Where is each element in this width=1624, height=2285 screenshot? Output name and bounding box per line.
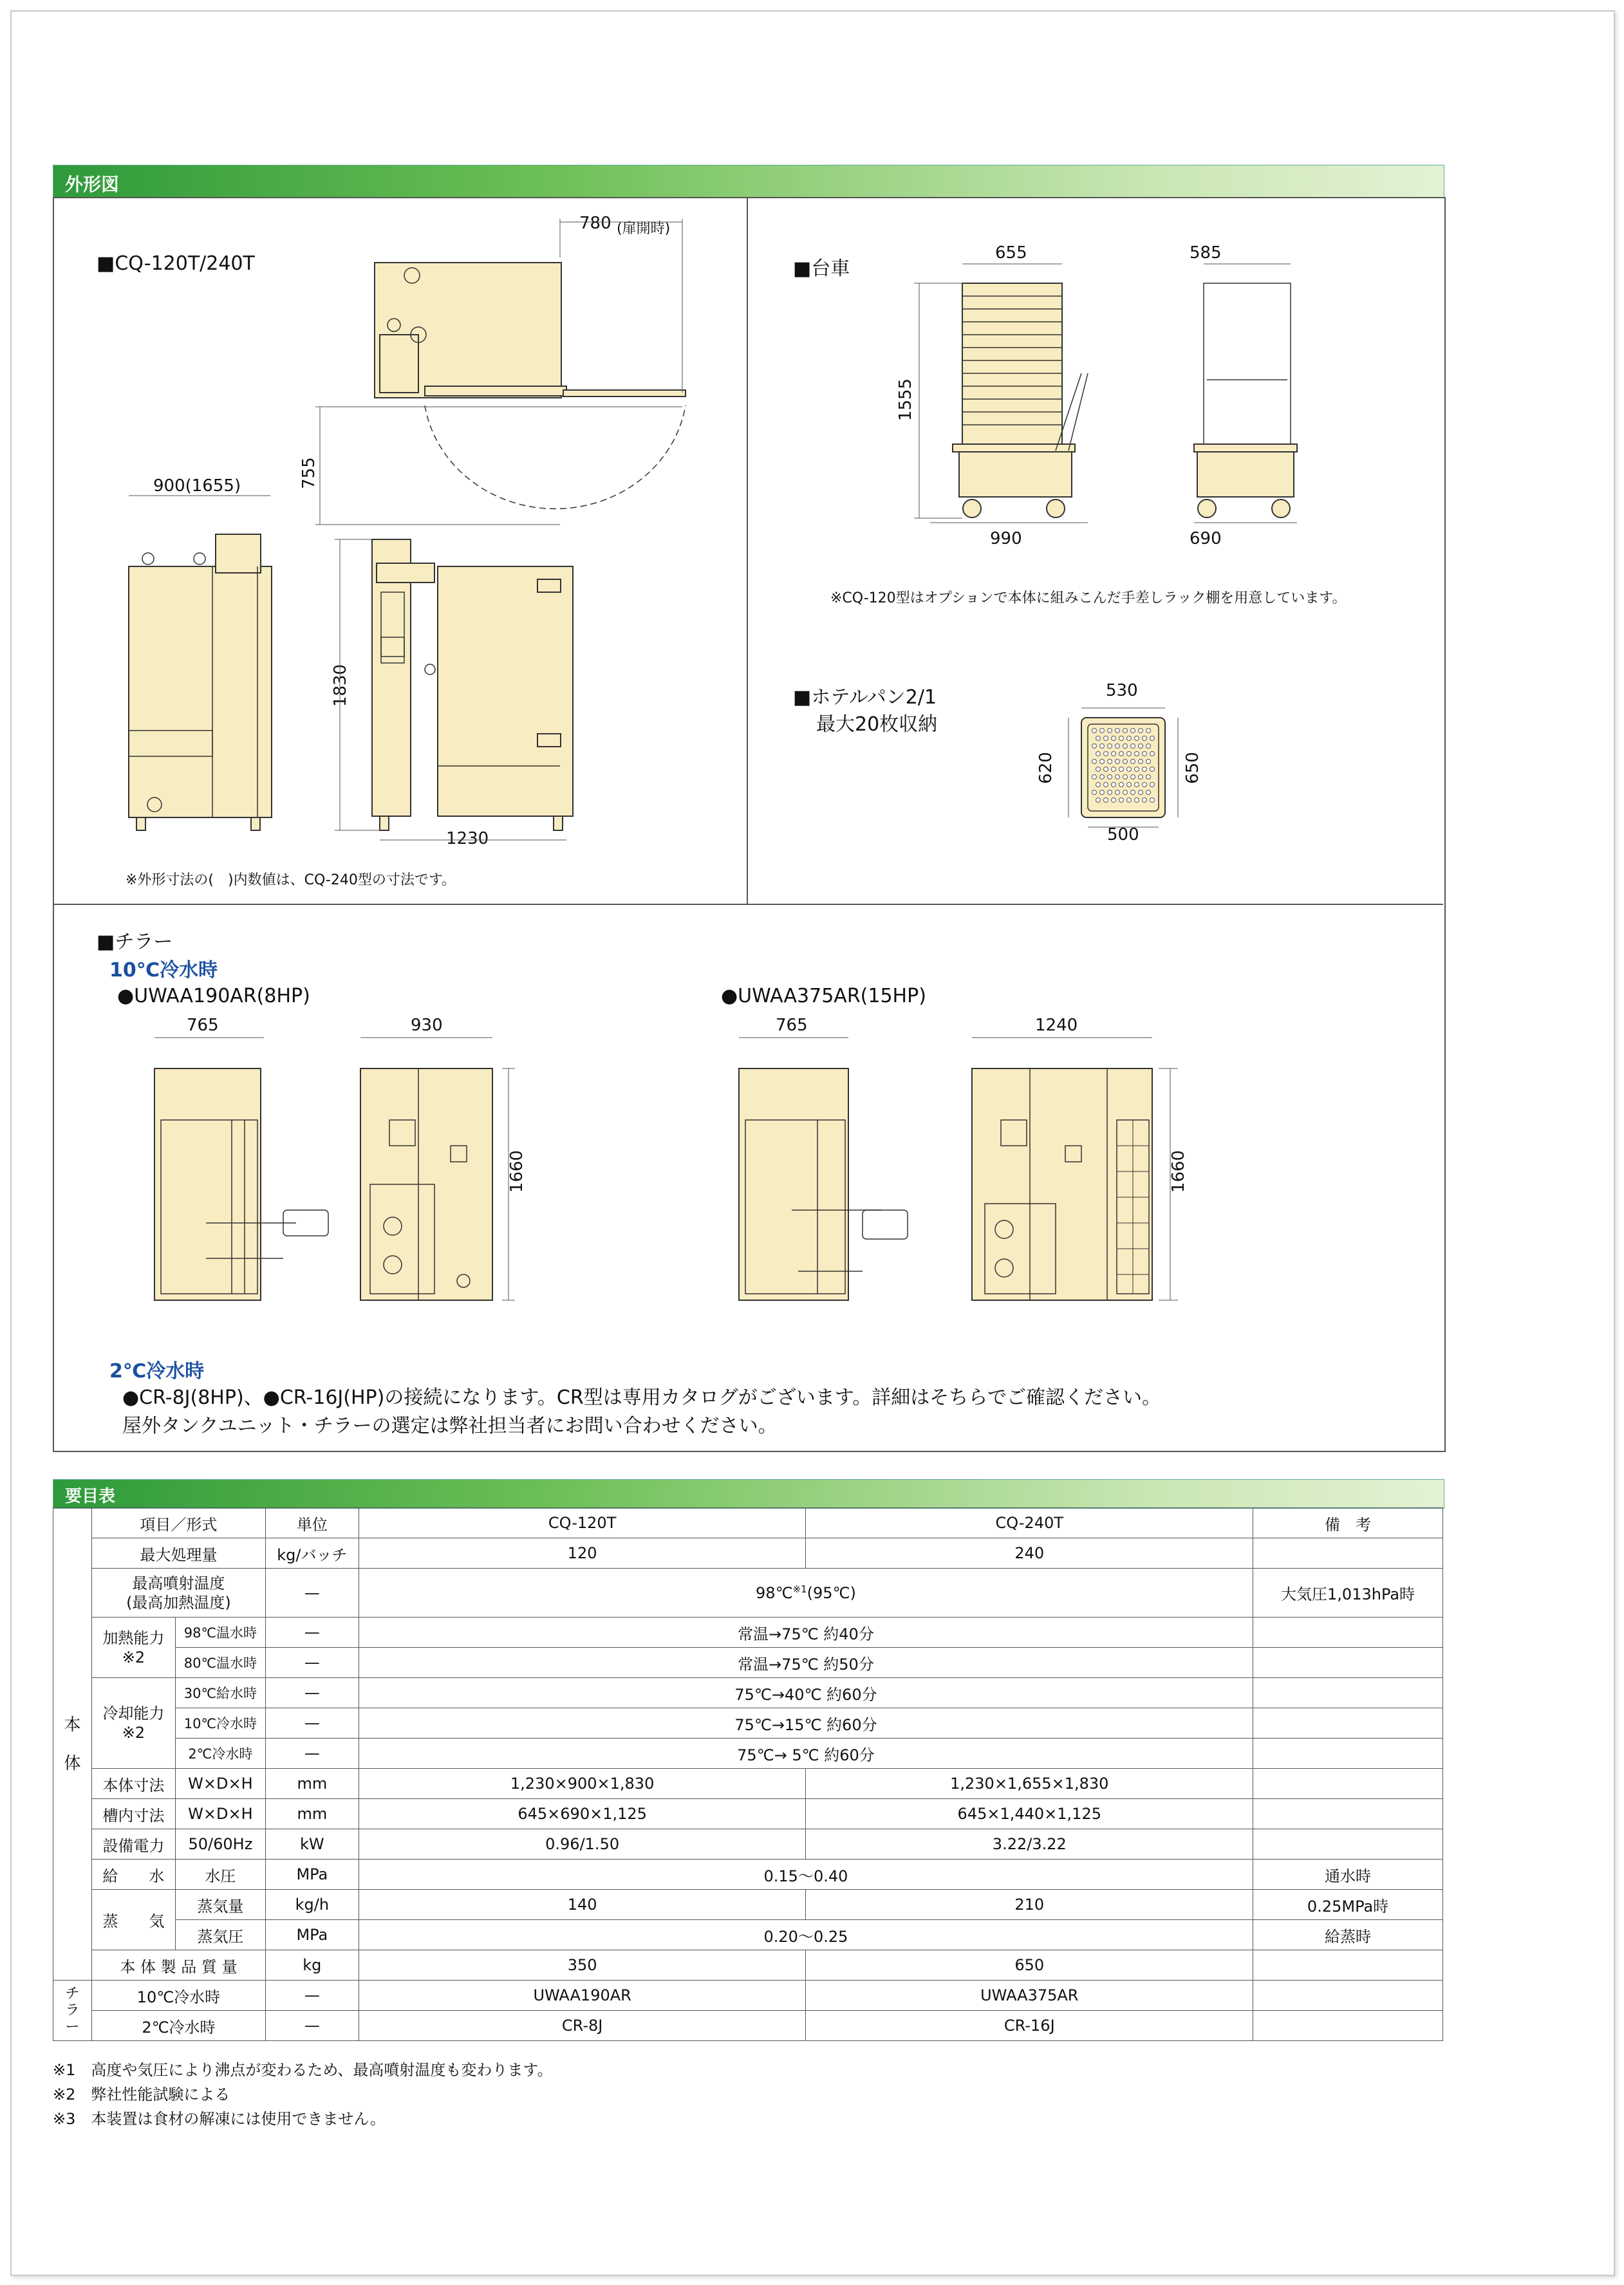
spec-table [53,1507,1443,2041]
cart-note: ※CQ-120型はオプションで本体に組みこんだ手差しラック棚を用意しています。 [830,590,1347,606]
chiller-line-1: ●CR-8J(8HP)、●CR-16J(HP)の接続になります。CR型は専用カタログがございます。詳細はそちらでご確認ください。 [122,1386,1162,1409]
heat-label-1: 加熱能力 [102,1628,165,1647]
cell: CR-16J [806,2011,1253,2041]
table-row [53,1648,1443,1678]
cell: — [265,1569,359,1618]
table-row [53,1708,1443,1739]
dim-1660-a: 1660 [507,1150,527,1193]
cell: 650 [806,1950,1253,1981]
body-label-2: 体 [64,1753,81,1773]
section-title-outline: 外形図 [65,174,120,195]
chiller-line-2: 屋外タンクユニット・チラーの選定は弊社担当者にお問い合わせください。 [122,1415,778,1437]
table-row [53,1769,1443,1799]
cell: — [265,1739,359,1769]
cell: 0.25MPa時 [1253,1890,1443,1920]
body-label-cell [53,1508,92,1981]
cell: W×D×H [175,1799,265,1829]
cell: kg/バッチ [265,1538,359,1569]
table-row [53,1569,1443,1618]
footnote-2: ※2 弊社性能試験による [53,2085,230,2103]
cell: MPa [265,1920,359,1950]
dim-650: 650 [1182,752,1202,784]
cell: kg [265,1950,359,1981]
cell [359,1569,1253,1618]
cell: 645×690×1,125 [359,1799,806,1829]
hotel-pan-title-1: ■ホテルパン2/1 [793,686,937,709]
cell [91,1618,175,1678]
dim-530: 530 [1106,681,1138,700]
section-bar-spec [53,1479,1444,1509]
cell [1253,1618,1443,1648]
table-row [53,1920,1443,1950]
chiller-label-cell [53,1981,92,2041]
temp-label-2: (最高加熱温度) [126,1593,231,1612]
dim-765-a: 765 [187,1016,219,1035]
temp-label-1: 最高噴射温度 [132,1574,225,1592]
cell: 350 [359,1950,806,1981]
cell: mm [265,1769,359,1799]
dim-780-note: (扉開時) [617,221,671,237]
cell: 1,230×1,655×1,830 [806,1769,1253,1799]
cell [1253,2011,1443,2041]
cell [1253,1678,1443,1708]
dim-765-b: 765 [776,1016,808,1035]
cell: MPa [265,1860,359,1890]
main-unit-note: ※外形寸法の( )内数値は、CQ-240型の寸法です。 [126,872,456,888]
cell: 30℃給水時 [175,1678,265,1708]
cell: 10℃冷水時 [91,1981,265,2011]
cell: 140 [359,1890,806,1920]
cell [1253,1708,1443,1739]
dim-780: 780 [579,214,611,233]
cell: 75℃→ 5℃ 約60分 [359,1739,1253,1769]
cell: CR-8J [359,2011,806,2041]
cell [91,1678,175,1769]
chiller-uwaa190ar-side [154,1038,328,1300]
chiller-label-2: ラ [65,2002,80,2019]
footnote-3: ※3 本装置は食材の解凍には使用できません。 [53,2110,386,2128]
table-row [53,1981,1443,2011]
cell [1253,1950,1443,1981]
cell: W×D×H [175,1769,265,1799]
cell: 0.15〜0.40 [359,1860,1253,1890]
dim-1830: 1830 [331,664,351,707]
table-row [53,1950,1443,1981]
chiller-uwaa190ar-front [360,1038,515,1300]
table-row [53,2011,1443,2041]
cell: 蒸 気 [91,1890,175,1950]
cell: 98℃温水時 [175,1618,265,1648]
cell: 通水時 [1253,1860,1443,1890]
cell: 本 体 製 品 質 量 [91,1950,265,1981]
chiller-label-3: ー [65,2019,80,2035]
cell: mm [265,1799,359,1829]
section-title-spec: 要目表 [65,1487,116,1506]
chiller-uwaa375ar-front [972,1038,1178,1300]
chiller-uwaa375ar-side [739,1038,908,1300]
dim-1555: 1555 [896,378,916,422]
cell: 水圧 [175,1860,265,1890]
dim-930: 930 [411,1016,443,1035]
temp-paren: (95℃) [807,1584,856,1602]
cell: 設備電力 [91,1829,175,1860]
dim-500: 500 [1107,825,1139,844]
table-row [53,1618,1443,1648]
cell: 0.96/1.50 [359,1829,806,1860]
cell: 50/60Hz [175,1829,265,1860]
dim-1660-b: 1660 [1169,1150,1189,1193]
cell [1253,1799,1443,1829]
table-row [53,1508,1443,1538]
cell: 最大処理量 [91,1538,265,1569]
temp-value: 98℃ [756,1584,793,1602]
dim-755: 755 [299,457,319,489]
dim-1230: 1230 [446,829,489,848]
cell: 1,230×900×1,830 [359,1769,806,1799]
header-notes: 備 考 [1253,1508,1443,1538]
body-label-1: 本 [64,1715,81,1735]
cell: 本体寸法 [91,1769,175,1799]
footnote-1: ※1 高度や気圧により沸点が変わるため、最高噴射温度も変わります。 [53,2061,553,2079]
cell [91,1569,265,1618]
chiller-heading-2c: 2℃冷水時 [109,1360,205,1383]
cell: — [265,1618,359,1648]
cell: 210 [806,1890,1253,1920]
cell: 75℃→40℃ 約60分 [359,1678,1253,1708]
cell: 2℃冷水時 [175,1739,265,1769]
cell: 常温→75℃ 約50分 [359,1648,1253,1678]
cell: — [265,1708,359,1739]
cell: 蒸気圧 [175,1920,265,1950]
cell [1253,1769,1443,1799]
cart-title: ■台車 [793,257,850,280]
cell: UWAA375AR [806,1981,1253,2011]
cell: 常温→75℃ 約40分 [359,1618,1253,1648]
cell: — [265,2011,359,2041]
dim-585: 585 [1190,243,1222,263]
cell: 645×1,440×1,125 [806,1799,1253,1829]
cell: 0.20〜0.25 [359,1920,1253,1950]
cell: 75℃→15℃ 約60分 [359,1708,1253,1739]
table-row [53,1739,1443,1769]
chiller-heading-10c: 10℃冷水時 [109,959,218,982]
cool-label-2: ※2 [122,1724,145,1742]
main-unit-title: ■CQ-120T/240T [97,252,255,275]
dim-655: 655 [995,243,1027,263]
cell: — [265,1981,359,2011]
cool-label-1: 冷却能力 [102,1704,165,1722]
temp-footnote-ref: ※1 [792,1583,807,1595]
table-row [53,1890,1443,1920]
header-unit: 単位 [265,1508,359,1538]
chiller-title: ■チラー [97,931,173,953]
cell: 給 水 [91,1860,175,1890]
cell: 大気圧1,013hPa時 [1253,1569,1443,1618]
table-row [53,1829,1443,1860]
table-row [53,1678,1443,1708]
cell: 給蒸時 [1253,1920,1443,1950]
dim-900: 900(1655) [153,476,241,496]
cell [1253,1538,1443,1569]
cell: — [265,1648,359,1678]
table-row [53,1860,1443,1890]
cell: kW [265,1829,359,1860]
header-cq240t: CQ-240T [806,1508,1253,1538]
cell [1253,1981,1443,2011]
dim-620: 620 [1036,752,1056,784]
hotel-pan-title-2: 最大20枚収納 [816,713,938,736]
cell: — [265,1678,359,1708]
cell: 80℃温水時 [175,1648,265,1678]
cell [1253,1739,1443,1769]
cell: kg/h [265,1890,359,1920]
chiller-model-1: ●UWAA190AR(8HP) [117,985,310,1007]
header-cq120t: CQ-120T [359,1508,806,1538]
cell: 120 [359,1538,806,1569]
cell: 2℃冷水時 [91,2011,265,2041]
chiller-model-2: ●UWAA375AR(15HP) [721,985,926,1007]
cell [1253,1829,1443,1860]
table-row [53,1799,1443,1829]
chiller-label-1: チ [65,1985,80,2002]
cell: 10℃冷水時 [175,1708,265,1739]
dim-1240: 1240 [1035,1016,1078,1035]
table-row [53,1538,1443,1569]
dim-690: 690 [1190,529,1222,548]
cell: 240 [806,1538,1253,1569]
cell: 蒸気量 [175,1890,265,1920]
cell [1253,1648,1443,1678]
header-item: 項目／形式 [91,1508,265,1538]
heat-label-2: ※2 [122,1648,145,1666]
dim-990: 990 [990,529,1022,548]
cell: 槽内寸法 [91,1799,175,1829]
cell: 3.22/3.22 [806,1829,1253,1860]
cell: UWAA190AR [359,1981,806,2011]
